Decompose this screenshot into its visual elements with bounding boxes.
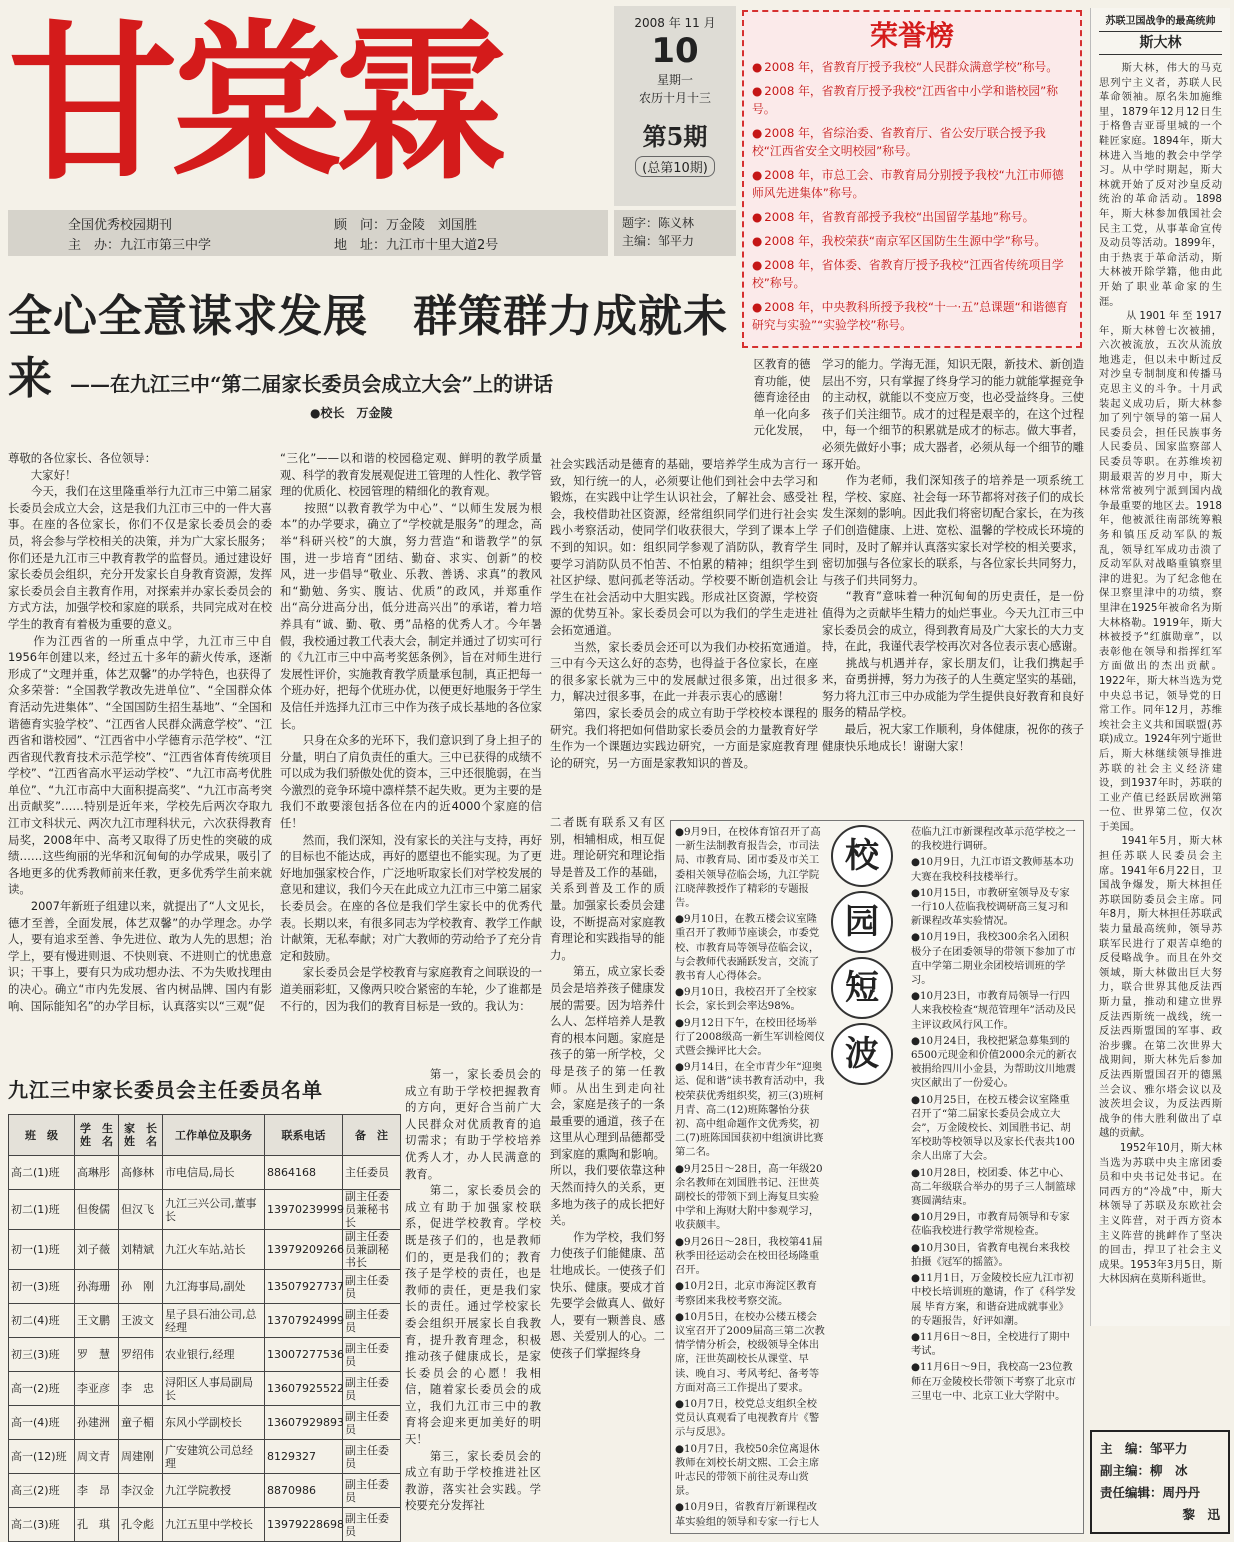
table-row [9,1270,401,1304]
news-item: ●10月7日，校党总支组织全校党员认真观看了电视教育片《警示与反思》。 [675,1397,820,1439]
article-headline: 全心全意谋求发展 群策群力成就未来 [8,291,728,404]
cell-student: 李 昂 [75,1474,119,1508]
col-header-student: 学 生 姓 名 [75,1115,119,1156]
cell-student: 李亚彦 [75,1372,119,1406]
table-row [9,1372,401,1406]
credit-editor: 主 编：邹平力 [1100,1441,1188,1456]
cell-phone: 13707924999 [265,1304,343,1338]
column-body: 斯大林，伟大的马克思列宁主义者，苏联人民革命领袖。原名朱加施维里，1879年12月12日生于格鲁吉亚哥里城的一个鞋匠家庭。1894年，斯大林进入当地的教会中学学习。从中学时期起，斯大林就开始了反对沙皇反动统治的革命活动。1898年，斯大林参加俄国社会民主工党，从事革命宣传及动员等活动。1899年，由于热衷于革命活动，斯大林被开除学籍，他由此开始了职业革命家的生涯。 从1901年至1917年，斯大林曾七次被捕，六次被流放，五次从流放地逃走，但以未中断过反对沙皇专制制度和传播马克思主义的斗争。十月武装起义成功后，斯大林参加了列宁领导的第一届人民委员会，担任民族事务人民委员、国家监察部人民委员等职。在苏维埃初期最艰苦的岁月中，斯大林常常被列宁派到国内战争最重要的地区去。1918年，他被派往南部统筹粮务和镇压反动军队的叛乱，领导红军成功击溃了反动军队对战略重镇察里津的进犯。为了纪念他在保卫察里津中的功绩，察里津在1925年被命名为斯大林格勒。1919年，斯大林被授予“红旗勋章”，以表彰他在领导和指挥红军方面做出的杰出贡献。1922年，斯大林当选为党中央总书记，领导党的日常工作。同年12月，苏维埃社会主义共和国联盟(苏联)成立。1924年列宁逝世后，斯大林继续领导推进苏联的社会主义经济建设，到1937年时，苏联的工业产值已经跃居欧洲第一位、世界第二位，仅次于美国。 1941年5月，斯大林担任苏联人民委员会主席。1941年6月22日，卫国战争爆发，斯大林担任苏联国防委员会主席。同年8月，斯大林担任苏联武装力量最高统帅，领导苏联军民进行了艰苦卓绝的反侵略战争。而且在外交领域，斯大林做出巨大努力，联合世界其他反法西斯力量，推动和建立世界反法西斯统一战线，统一反法西斯盟国的军事、政治步骤。在第二次世界大战期间，斯大林先后参加反法西斯盟国召开的德黑兰会议、雅尔塔会议以及波茨坦会议，为反法西斯战争的伟大胜利做出了卓越的贡献。 1952年10月，斯大林当选为苏联中央主席团委员和中央书记处书记。在同西方的“冷战”中，斯大林领导了苏联及东欧社会主义阵营，对于西方资本主义阵营的挑衅作了坚决的回击，捍卫了社会主义成果。1953年3月5日，斯大林因病在莫斯科逝世。 [1099,62,1222,1286]
cell-parent: 罗绍伟 [119,1338,163,1372]
cell-student: 刘子薇 [75,1230,119,1270]
cell-note: 副主任委员 [343,1508,401,1542]
news-item: ●10月15日，市教研室领导及专家一行10人莅临我校调研高三复习和新课程改革实验情况。 [911,886,1070,928]
cell-work: 东风小学副校长 [163,1406,265,1440]
info-side [614,210,736,256]
column-kicker: 苏联卫国战争的最高统帅 [1105,16,1216,27]
date-box [614,6,736,206]
issue-number: 第5期 [642,122,708,151]
news-item: ●10月25日，在校五楼会议室隆重召开了“第二届家长委员会成立大会”，万金陵校长、刘国胜书记、胡军校助等校领导以及家长代表共100余人出席了大会。 [911,1093,1075,1163]
honor-item: ● 2008 年，我校荣获“南京军区国防生生源中学”称号。 [752,232,1072,250]
cell-work: 浔阳区人事局副局长 [163,1372,265,1406]
cell-class: 高二(1)班 [9,1156,75,1190]
article-column-2: “三化”——以和谐的校园稳定观、鲜明的教学质量观、科学的教育发展观促进工管理的人性化、教学管理的优质化、校园管理的精细化的教育观。 按照“以教育教学为中心”、“以师生发展为根本”的办学要求，确立了“学校就是服务”的理念，高举“科研兴校”的大旗，努力营造“和谐教学”的氛围，进一步培育“团结、勤奋、求实、创新”的校风，进一步倡导“敬业、乐教、善诱、求真”的教风和“勤勉、务实、腹诂、优质”的政风，并郑重作出“高分进高分出，低分进高兴出”的承诺，着力培养具有“诚、勤、敬、勇”品格的优秀人才。今年暑假，我校通过教工代表大会，制定并通过了切实可行的《九江市三中中高考奖惩条例》，旨在对师生进行发展性评价，实施教育教学质量承包制，真正把每一个班办好，把每个优班办优，以便更好地服务于学生及信任并选择九江市三中作为孩子成长基地的各位家长。 只身在众多的光环下，我们意识到了身上担子的分量，明白了肩负责任的重大。三中已获得的成绩不可以成为我们骄傲处优的资本，三中还很脆弱，在当今激烈的竞争环境中凛样禁不起失败。更为主要的是我们不敢要滚包括各位在内的近4000个家庭的信任！ 然而，我们深知，没有家长的关注与支持，再好的目标也不能达成，再好的愿望也不能实现。为了更好地加强家校合作，广泛地听取家长们对学校发展的意见和建议，我们今天在此成立九江市三中第二届家长委员会。在座的各位是我们学生家长中的优秀代表。长期以来，有很多同志为学校教育、教学工作献计献策，无私奉献；对广大教师的劳动给予了充分肯定和鼓励。 家长委员会是学校教育与家庭教育之间联设的一道美丽彩虹，又像两只咬合紧密的车轮，少了谁都是不行的，因为我们的教育目标是一致的。我认为： [280,451,542,1013]
cell-work: 农业银行,经理 [163,1338,265,1372]
cell-parent: 刘精斌 [119,1230,163,1270]
cell-note: 副主任委员 [343,1440,401,1474]
honor-item: ● 2008 年，市总工会、市教育局分别授予我校“九江市师德师风先进集体”称号。 [752,166,1072,202]
inscription: 题字：陈义林 [622,216,695,230]
article-column-1: 尊敬的各位家长、各位领导： 大家好！ 今天，我们在这里隆重举行九江市三中第二届家长委员会成立大会，这是我们九江市三中的一件大喜事。在座的各位家长，你们不仅是家长委员会的委员，将会参与学校相关的决策，并为广大家长服务；你们还是九江市三中教育教学的监督员。通过建设好家长委员会组织，充分开发家长自身教育资源，发挥家长委员会自主教育作用，对探索并办家长委员会的方式方法，加强学校和家庭的联系，共同完成对在校学生的教育有着极为重要的意义。 作为江西省的一所重点中学，九江市三中自1956年创建以来，经过五十多年的薪火传承，逐渐形成了“文理并重，体艺双馨”的办学特色，也获得了众多荣誉：“全国教学教改先进单位”、“全国群众体育活动先进集体”、“全国国防生招生基地”、“全国和谐德育实验学校”、“江西省人民群众满意学校”、“江西省和谐校园”、“江西省中小学德育示范学校”、“江西省现代教育技术示范学校”、“江西省体育传统项目学校”、“江西省高水平运动学校”、“九江市高考优胜单位”、“九江市高中大面积提高奖”、“九江市高考突出贡献奖”……特别是近年来，学校先后两次夺取九江市文科状元、两次九江市理科状元，六次获得教育局奖，2008年中、高考又取得了历史性的突破的成绩……这些绚丽的光华和沉甸甸的办学成果，吸引了各地更多的优秀教师前来任教，更多优秀学生前来就读。 2007年新班子组建以来，就提出了“人文见长，德才至善，全面发展，体艺双馨”的办学理念。办学人，要有追求至善、争先进位、敢为人先的思想；治学上，要有慢进则退、不快则衰、不进则亡的忧患意识；干事上，要有只为成功想办法、不为失败找理由的决心。确立“市内先发展、省内树品牌、国内有影响、国际能知名”的办学目标，认真落实以“三观”促 [8,451,272,1013]
cell-note: 副主任委员兼副秘书长 [343,1230,401,1270]
cell-parent: 童子楣 [119,1406,163,1440]
cell-phone: 13507927737 [265,1270,343,1304]
cell-student: 周文青 [75,1440,119,1474]
committee-title: 九江三中家长委员会主任委员名单 [8,1078,323,1102]
news-item: ●11月6日～8日，全校进行了期中考试。 [911,1330,1070,1358]
article-column-2b: 第一，家长委员会的成立有助于学校把握教育的方向，更好合当前广大人民群众对优质教育的追切需求；有助于学校培养优秀人才，办人民满意的教育。 第二，家长委员会的成立有助于加强家校联系，促进学校教育。学校既是孩子们的，也是教师们的，更是我们的；教育孩子是学校的责任，也是教师的责任，更是我们家长的责任。通过学校家长委会组织开展家长自我教育，提升教育理念，积极推动孩子健康成长，是家长委员会的心愿！我相信，随着家长委员会的成立，我们九江市三中的教育将会迎来更加美好的明天！ 第三，家长委员会的成立有助于学校推进社区教游，落实社会实践。学校要充分发挥社 [405,1067,541,1513]
cell-phone: 13979209266 [265,1230,343,1270]
news-item: ●10月24日，我校把紧急募集到的6500元现金和价值2000余元的新衣被捐给四川小金县，为帮助汶川地震灾区献出了一份爱心。 [911,1034,1077,1090]
cell-phone: 13607929893 [265,1406,343,1440]
cell-note: 副主任委员兼秘书长 [343,1190,401,1230]
news-title [831,825,897,1075]
news-item: ●9月10日，在教五楼会议室隆重召开了教师节座谈会，市委党校、市教育局等领导莅临会议，与会教师代表踊跃发言，交流了教书育人心得体会。 [675,913,820,983]
cell-phone: 13970239999 [265,1190,343,1230]
cell-phone: 8129327 [265,1440,343,1474]
news-item: ●9月25日～28日，高一年级20余名教师在刘国胜书记、汪世英副校长的带领下到上海复旦实验中学和上海财大附中参观学习，收获颇丰。 [675,1162,823,1232]
cell-note: 副主任委员 [343,1406,401,1440]
news-title-char: 波 [831,1023,893,1085]
table-row [9,1440,401,1474]
news-item: ●11月6日～9日，我校高一23位教师在万金陵校长带领下考察了北京市三里屯一中、北京工业大学附中。 [911,1361,1076,1402]
table-row [9,1508,401,1542]
newspaper-title: 甘棠霖 [8,4,501,204]
news-item: ●9月12日下午，在校田径场举行了2008级高一新生军训检阅仪式暨会操评比大会。 [675,1016,825,1058]
cell-note: 副主任委员 [343,1304,401,1338]
news-title-char: 短 [831,957,893,1019]
news-item: ●9月9日，在校体育馆召开了高一新生法制教育报告会，市司法局、市教育局、团市委及市关工委相关领导莅临会场，九江学院江晓萍教授作了精彩的专题报告。 [675,826,821,910]
honor-item: ● 2008 年，省体委、省教育厅授予我校“江西省传统项目学校”称号。 [752,256,1072,292]
article-column-4: 学习的能力。学海无涯，知识无限，新技术、新创造层出不穷，只有掌握了终身学习的能力就能掌握竞争的主动权，就能以不变应万变，也必受益终身。三使孩子们关注细节。成才的过程是艰辛的，在这个过程中，每一个细节的积累就是成才的标志。做大事者，必须先做好小事；成大器者，必须从每一个细节的雕琢开始。 作为老师，我们深知孩子的培养是一项系统工程，学校、家庭、社会每一环节都将对孩子们的成长发生深刻的影响。因此我们将密切配合家长，在为孩子们创造健康、上进、宽松、温馨的学校成长环境的同时，及时了解并认真落实家长对学校的相关要求，密切加强与各位家长的联系，与各位家长共同努力，与孩子们共同努力。 “教育”意味着一种沉甸甸的历史责任，是一份值得为之贡献毕生精力的灿烂事业。今天九江市三中家长委员会的成立，得到教育局及广大家长的大力支持，在此，我谨代表学校再次对各位表示衷心感谢。 挑战与机遇并存，家长朋友们，让我们携起手来，奋勇拼搏，努力为孩子的人生奠定坚实的基础，努力将九江市三中办成能为学生提供良好教育和良好服务的精品学校。 最后，祝大家工作顺利，身体健康，祝你的孩子健康快乐地成长！谢谢大家！ [822,357,1084,753]
cell-parent: 周建刚 [119,1440,163,1474]
column-name: 斯大林 [1099,31,1222,55]
weekday: 星期一 [656,73,693,87]
credit-responsible-editor-2: 黎 迅 [1182,1507,1220,1522]
news-item: ●9月14日，在全市青少年“迎奥运、促和谐”读书教育活动中，我校荣获优秀组织奖，初三(3)班柯月青、高二(12)班陈馨怡分获初、高中组命题作文优秀奖，初二(7)班陈国国获初中组演讲比赛第二名。 [675,1061,825,1159]
table-row [9,1190,401,1230]
cell-note: 副主任委员 [343,1474,401,1508]
cell-note: 副主任委员 [343,1270,401,1304]
lunar-date: 农历十月十三 [638,91,711,105]
cell-phone: 13607925522 [265,1372,343,1406]
col-header-note: 备 注 [343,1115,401,1156]
cell-parent: 李 忠 [119,1372,163,1406]
info-line1-right: 顾 问：万金陵 刘国胜 [334,218,478,233]
table-row [9,1156,401,1190]
news-item: ●10月19日，我校300余名入团积极分子在团委领导的带领下参加了市直中学第二期业余团校培训班的学习。 [911,931,1076,987]
cell-parent: 王波文 [119,1304,163,1338]
info-line1-left: 全国优秀校园期刊 [68,218,173,233]
honor-item: ● 2008 年，省教育部授予我校“出国留学基地”称号。 [752,208,1072,226]
table-row [9,1406,401,1440]
cell-phone: 8870986 [265,1474,343,1508]
info-line2-left: 主 办：九江市第三中学 [68,238,212,253]
date-day: 10 [651,31,699,71]
article-subhead: ——在九江三中“第二届家长委员会成立大会”上的讲话 [70,372,554,396]
article-column-0: 区教育的德育功能，使德育途径由单一化向多元化发展， [753,357,811,438]
table-row [9,1230,401,1270]
cell-student: 罗 慧 [75,1338,119,1372]
cell-phone: 13979228698 [265,1508,343,1542]
news-item: ●9月10日，我校召开了全校家长会，家长到会率达98%。 [675,986,817,1013]
honor-roll [742,10,1082,348]
cell-class: 初一(3)班 [9,1270,75,1304]
cell-note: 副主任委员 [343,1372,401,1406]
cell-class: 初二(1)班 [9,1190,75,1230]
cell-class: 高一(4)班 [9,1406,75,1440]
table-header-row [9,1115,401,1156]
cell-work: 九江三兴公司,董事长 [163,1190,265,1230]
honor-roll-title: 荣誉榜 [869,19,954,52]
chief-editor: 主编：邹平力 [622,234,695,248]
news-title-char: 园 [831,891,893,953]
cell-work: 九江海事局,副处 [163,1270,265,1304]
cell-class: 初二(4)班 [9,1304,75,1338]
news-item: ●9月26日～28日，我校第41届秋季田径运动会在校田径场隆重召开。 [675,1235,823,1277]
news-title-char: 校 [831,825,893,887]
cell-student: 高琳彤 [75,1156,119,1190]
cell-class: 高二(3)班 [9,1508,75,1542]
news-item: ●10月9日，省教育厅新课程改革实验组的领导和专家一行七人 [675,1501,820,1528]
cell-work: 九江学院教授 [163,1474,265,1508]
cell-class: 高三(2)班 [9,1474,75,1508]
cell-class: 高一(2)班 [9,1372,75,1406]
article-byline: ●校长 万金陵 [310,406,393,420]
cell-class: 高一(12)班 [9,1440,75,1474]
honor-item: ● 2008 年，省综治委、省教育厅、省公安厅联合授予我校“江西省安全文明校园”称号。 [752,124,1072,160]
cell-parent: 但汉飞 [119,1190,163,1230]
cell-class: 初一(1)班 [9,1230,75,1270]
total-issue: (总第10期) [635,156,715,177]
news-item: ●10月30日，省教育电视台来我校拍摄《冠军的摇篮》。 [911,1241,1070,1268]
info-line2-right: 地 址：九江市十里大道2号 [334,238,499,253]
cell-parent: 孙 刚 [119,1270,163,1304]
cell-phone: 13007277536 [265,1338,343,1372]
cell-class: 初三(3)班 [9,1338,75,1372]
honor-item: ● 2008 年，中央教科所授予我校“十一·五”总课题“和谐德育研究与实验”“实验学校”称号。 [752,298,1072,334]
news-item: ●10月5日，在校办公楼五楼会议室召开了2009届高三第二次教情学情分析会，校级领导全体出席，汪世英副校长从课堂、早读、晚自习、考风考纪、备考等方面对高三工作提出了要求。 [675,1310,825,1394]
cell-phone: 8864168 [265,1156,343,1190]
table-row [9,1304,401,1338]
credits-box [1090,1430,1230,1534]
article-column-3: 社会实践活动是德育的基础，要培养学生成为言行一致，知行统一的人，必须要让他们到社会中去学习和锻炼，在实践中让学生认识社会，了解社会、感受社会，我校借助社区资源，经常组织同学们进行社会实践小考察活动，使同学们收获很大，学到了课本上学不到的知识。如：组织同学参观了消防队，教育学生要学习消防队员不怕苦、不怕累的精神；组织学生到社区护绿、慰问孤老等活动。学校要不断创造机会让学生在社会活动中大胆实践。形成社区资源，学校资源的优势互补。家长委员会可以为我们的学生走进社会拓宽通道。 当然，家长委员会还可以为我们办校拓宽通道。三中有今天这么好的态势，也得益于各位家长，在座的很多家长就为三中的发展献过很多策，出过很多力，解决过很多事，在此一并表示衷心的感谢！ 第四，家长委员会的成立有助于学校校本课程的研究。我们将把如何借助家长委员会的力量教育好学生作为一个课题边实践边研究，一方面是家庭教育理论的研究，另一方面是家教知识的普及。 [550,457,818,770]
credit-deputy-editor: 副主编：柳 冰 [1100,1463,1188,1478]
col-header-class: 班 级 [9,1115,75,1156]
info-bar [8,210,608,256]
news-column-left [675,825,825,1529]
cell-student: 但俊儒 [75,1190,119,1230]
cell-parent: 高修林 [119,1156,163,1190]
col-header-work: 工作单位及职务 [163,1115,265,1156]
article-column-3b: 二者既有联系又有区别，相辅相成，相互促进。理论研究和理论指导是普及工作的基础，关系到普及工作的质量。加强家长委员会建设，不断提高对家庭教育理论和实践指导的能力。 第五，成立家长委员会是培养孩子健康发展的需要。因为培养什么人、怎样培养人是教育的根本问题。家庭是孩子的第一所学校，父母是孩子的第一任教师。从出生到走向社会，家庭是孩子的一条最重要的通道，孩子在这里从心理到品德都受到家庭的熏陶和影响。所以，我们要依靠这种天然而持久的关系，更多地为孩子的成长把好关。 作为学校，我们努力使孩子们能健康、茁壮地成长。一使孩子们快乐、健康。要成才首先要学会做真人、做好人，要有一颗善良、感恩、关爱别人的心。二使孩子们掌握终身 [550,815,665,1360]
cell-student: 孔 琪 [75,1508,119,1542]
credit-responsible-editor: 责任编辑：周丹丹 [1100,1485,1201,1500]
cell-student: 孙海珊 [75,1270,119,1304]
news-item: ●10月29日，市教育局领导和专家莅临我校进行教学常规检查。 [911,1211,1070,1238]
news-item: ●10月9日，九江市语文教师基本功大赛在我校科技楼举行。 [911,856,1074,883]
honor-item: ● 2008 年，省教育厅授予我校“人民群众满意学校”称号。 [752,58,1072,76]
cell-work: 广安建筑公司总经理 [163,1440,265,1474]
cell-student: 孙建洲 [75,1406,119,1440]
committee-table [8,1114,400,1538]
cell-student: 王文鹏 [75,1304,119,1338]
table-row [9,1338,401,1372]
honor-item: ● 2008 年，省教育厅授予我校“江西省中小学和谐校园”称号。 [752,82,1072,118]
col-header-phone: 联系电话 [265,1115,343,1156]
news-column-right [911,825,1077,1525]
news-item: ●10月2日，北京市海淀区教育考察团来我校考察交流。 [675,1280,817,1307]
news-item: ●10月7日，我校50余位离退休教师在刘校长胡文熙、工会主席叶志民的带领下前往灵寿山赏景。 [675,1442,820,1498]
col-header-parent: 家 长 姓 名 [119,1115,163,1156]
cell-parent: 孔令彪 [119,1508,163,1542]
stalin-column [1090,8,1230,1326]
cell-note: 副主任委员 [343,1338,401,1372]
cell-parent: 李汉金 [119,1474,163,1508]
cell-note: 主任委员 [343,1156,401,1190]
cell-work: 星子县石油公司,总经理 [163,1304,265,1338]
news-item: ●11月1日，万金陵校长应九江市初中校长培训班的邀请，作了《科学发展 毕育方案，和谐奋进成就事业》的专题报告，好评如潮。 [911,1272,1076,1327]
table-row [9,1474,401,1508]
cell-work: 九江火车站,站长 [163,1230,265,1270]
cell-work: 九江五里中学校长 [163,1508,265,1542]
news-item: ●10月23日，市教育局领导一行四人来我校检查“规范管理年”活动及民主评议政风行风工作。 [911,990,1076,1031]
news-item: 莅临九江市新课程改革示范学校之一的我校进行调研。 [911,826,1076,853]
news-item: ●10月28日，校团委、体艺中心、高二年级联合举办的男子三人制篮球赛圆满结束。 [911,1166,1076,1208]
cell-work: 市电信局,局长 [163,1156,265,1190]
campus-news-box [670,820,1084,1534]
date-year-month: 2008 年 11 月 [634,16,716,30]
